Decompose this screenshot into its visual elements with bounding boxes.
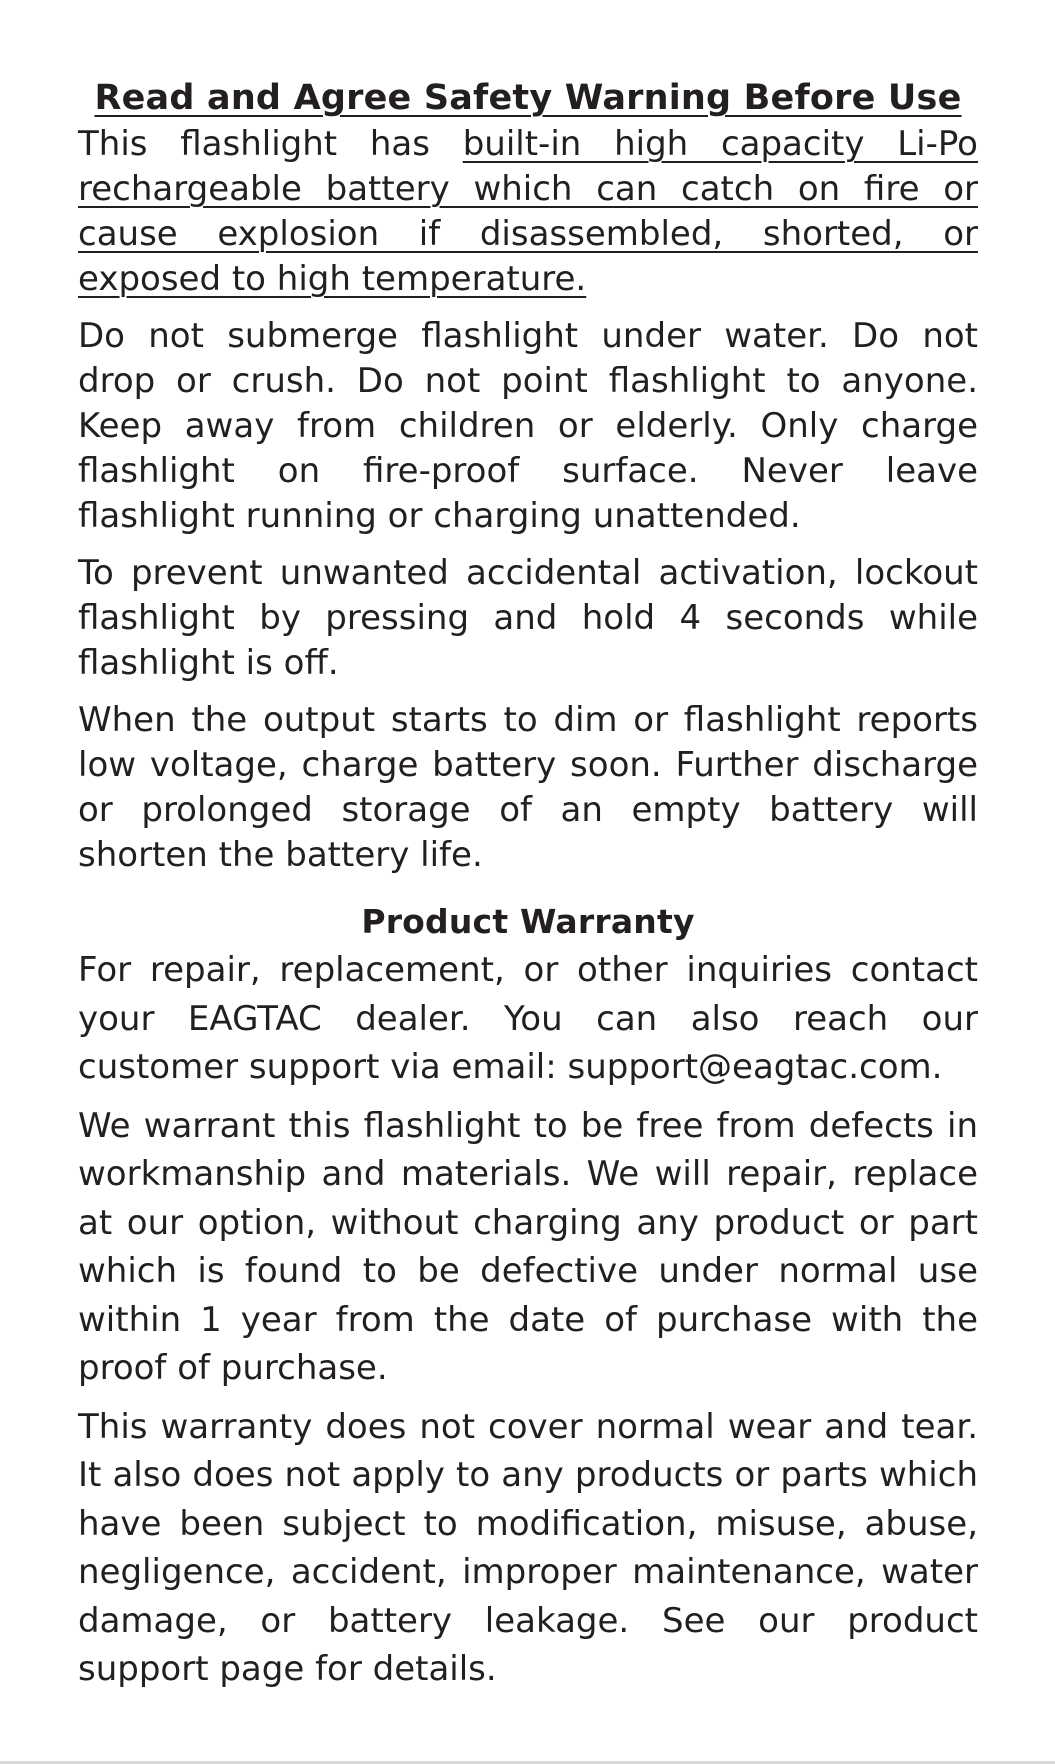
safety-warning-section (78, 74, 978, 878)
battery-warning-lead: This flashlight has (78, 124, 463, 164)
low-voltage-paragraph: When the output starts to dim or flashlight reports low voltage, charge battery soon. Further discharge or prolonged storage of an empty battery will shorten the battery life. (78, 700, 978, 875)
warranty-exclusions-paragraph: This warranty does not cover normal wear and tear. It also does not apply to any products or parts which have been subject to modification, misuse, abuse, negligence, accident, improper maintenance, water damage, or battery leakage. See our product support page for details. (78, 1406, 978, 1689)
manual-card (78, 74, 978, 1694)
product-warranty-heading: Product Warranty (361, 902, 695, 941)
warranty-coverage-paragraph: We warrant this flashlight to be free from defects in workmanship and materials. We will repair, replace at our option, without charging any product or part which is found to be defective under normal use within 1 year from the date of purchase with the proof of purchase. (78, 1105, 978, 1388)
product-warranty-section (78, 900, 978, 1694)
battery-warning-paragraph (78, 122, 978, 302)
lockout-instruction-paragraph: To prevent unwanted accidental activation, lockout flashlight by pressing and hold 4 seconds while flashlight is off. (78, 553, 978, 683)
handling-warning-paragraph: Do not submerge flashlight under water. Do not drop or crush. Do not point flashlight to anyone. Keep away from children or elderly. Only charge flashlight on fire-proof surface. Never leave flashlight running or charging unattended. (78, 316, 978, 536)
warranty-contact-paragraph: For repair, replacement, or other inquiries contact your EAGTAC dealer. You can also reach our customer support via email: support@eagtac.com. (78, 950, 978, 1087)
battery-warning-underlined-text: built-in high capacity Li-Po rechargeable battery which can catch on fire or cause explosion if disassembled, shorted, or exposed to high temperature. (78, 124, 978, 299)
safety-warning-heading: Read and Agree Safety Warning Before Use (94, 78, 962, 118)
